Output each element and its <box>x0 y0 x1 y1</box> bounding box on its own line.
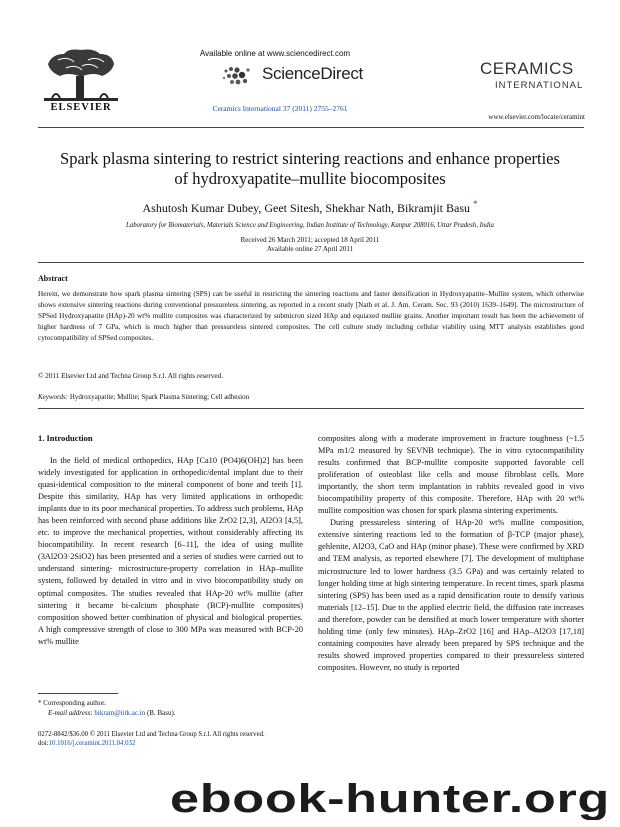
publisher-name: ELSEVIER <box>50 102 112 113</box>
abstract-divider <box>38 262 584 263</box>
journal-url[interactable]: www.elsevier.com/locate/ceramint <box>488 113 585 121</box>
issn-copyright: 0272-8842/$36.00 © 2011 Elsevier Ltd and Techna Group S.r.l. All rights reserved. <box>38 731 265 738</box>
email-link[interactable]: bikram@iitk.ac.in <box>94 709 146 717</box>
footnote-divider <box>38 693 118 694</box>
paper-title: Spark plasma sintering to restrict sintering reactions and enhance properties of hydroxyapatite–mullite biocomposites <box>60 149 560 188</box>
email-suffix: (B. Basu). <box>146 709 176 717</box>
header-divider <box>38 127 584 128</box>
received-dates: Received 26 March 2011; accepted 18 April 2011 <box>240 236 380 244</box>
email-note <box>48 709 176 717</box>
journal-logo-subtitle: INTERNATIONAL <box>495 80 584 91</box>
keywords-divider <box>38 408 584 409</box>
keywords-list: Hydroxyapatite; Mullite; Spark Plasma Sintering; Cell adhesion <box>69 393 250 401</box>
keywords-label: Keywords: <box>38 393 69 401</box>
corresponding-author-mark[interactable]: * <box>473 199 478 209</box>
author-names: Ashutosh Kumar Dubey, Geet Sitesh, Shekhar Nath, Bikramjit Basu <box>142 201 470 215</box>
email-label: E-mail address: <box>48 709 93 717</box>
left-column <box>38 455 303 648</box>
sciencedirect-logo-text: ScienceDirect <box>262 64 363 83</box>
available-online-notice: Available online at www.sciencedirect.com <box>199 49 351 58</box>
sciencedirect-dots-icon <box>220 65 260 87</box>
abstract-copyright: © 2011 Elsevier Ltd and Techna Group S.r.l. All rights reserved. <box>38 372 224 380</box>
intro-paragraph-1: In the field of medical orthopedics, HAp [Ca10 (PO4)6(OH)2] has been widely investigated for application in orthopedic/dental implant due to their quasi-identical composition to the mineral component of bone and teeth [1]. Despite this similarity, HAp has very limited applications in orthopedic implants due to its poor mechanical properties. To address such problems, HAp has been reinforced with second phase additions like ZrO2 [2,3], Al2O3 [4,5], etc. to improve the mechanical properties, without considerably affecting its biocompatibility. In recent research [6–11], the idea of using mullite (3Al2O3·2SiO2) has been presented and a series of studies were carried out to understand sintering- microstructure-property correlation in HAp–mullite system, followed by detailed in vitro and in vivo biocompatibility study on optimal composites. The studies revealed that HAp-20 wt% mullite (after sintering it became bi-calcium phosphate (BCP)-mullite composites) composition showed better combination of physical and biological properties. A high compressive strength of close to 300 MPa was measured with BCP-20 wt% mullite <box>38 456 303 646</box>
intro-paragraph-3: During pressureless sintering of HAp-20 wt% mullite composition, extensive sintering reactions led to the formation of β-TCP (major phase), gehlenite, Al2O3, CaO and HAp (minor phase). These were confirmed by XRD and TEM analysis, as reported elsewhere [7]. The development of multiphase microstructure led to lower hardness (3.5 GPa) and was certainly related to longer holding time at high sintering temperature. In recent times, spark plasma sintering (SPS) has been used as a rapid densification route to densify various materials [12–15]. Due to the applied electric field, the diffusion rate increases and therefore, powder can be densified at much lower temperature with shorter holding time (only few minutes). HAp–ZrO2 [16] and HAp–Al2O3 [17,18] containing composites have already been prepared by SPS technique and the results showed improved properties compared to their pressureless sintered composites. However, no study is reported <box>318 518 584 672</box>
corresponding-author-note: * Corresponding author. <box>38 699 106 707</box>
doi-label: doi: <box>38 740 49 747</box>
journal-logo-title: CERAMICS <box>480 59 574 78</box>
section-heading: 1. Introduction <box>38 433 93 443</box>
right-column <box>318 433 584 674</box>
available-online-date: Available online 27 April 2011 <box>266 245 354 253</box>
author-list <box>60 199 560 216</box>
doi-line <box>38 740 135 747</box>
abstract-heading: Abstract <box>38 274 68 283</box>
watermark-text: ebook-hunter.org <box>170 777 610 820</box>
watermark <box>170 774 615 820</box>
intro-paragraph-2: composites along with a moderate improvement in fracture toughness (~1.5 MPa m1/2 measured by SEVNB technique). The in vitro cytocompatibility results confirmed that BCP-mullite composite supported favorable cell proliferation of osteoblast like cells and mouse fibroblast cells. More importantly, the short term implantation in rabbits revealed good in vivo biocompatibility property of this composite. Therefore, HAp with 20 wt% mullite composition was chosen for spark plasma sintering experiments. <box>318 434 584 516</box>
abstract-text: Herein, we demonstrate how spark plasma sintering (SPS) can be useful in restricting the sintering reactions and faster densification in Hydroxyapatite–Mullite system, which otherwise shows extensive sintering reactions during conventional pressureless sintering, as reported in a recent study [Nath et al. J. Am. Ceram. Soc. 93 (2010) 1639–1649]. The microstructure of SPSed Hydroxyapatite (HAp)-20 wt% mullite composites was characterized by submicron sized HAp and equiaxed mullite grains. Another important result has been the achievement of higher hardness of 7 GPa, which is much higher than pressureless sintered composites. The cell culture study including cellular viability using MTT analysis establishes good cytocompatibility of SPSed composites. <box>38 290 584 342</box>
doi-link[interactable]: 10.1016/j.ceramint.2011.04.032 <box>48 740 136 747</box>
keywords <box>38 393 584 401</box>
affiliation: Laboratory for Biomaterials, Materials Science and Engineering, Indian Institute of Technology, Kanpur 208016, Uttar Pradesh, India <box>126 222 494 229</box>
journal-reference-link[interactable]: Ceramics International 37 (2011) 2755–2761 <box>212 104 348 113</box>
